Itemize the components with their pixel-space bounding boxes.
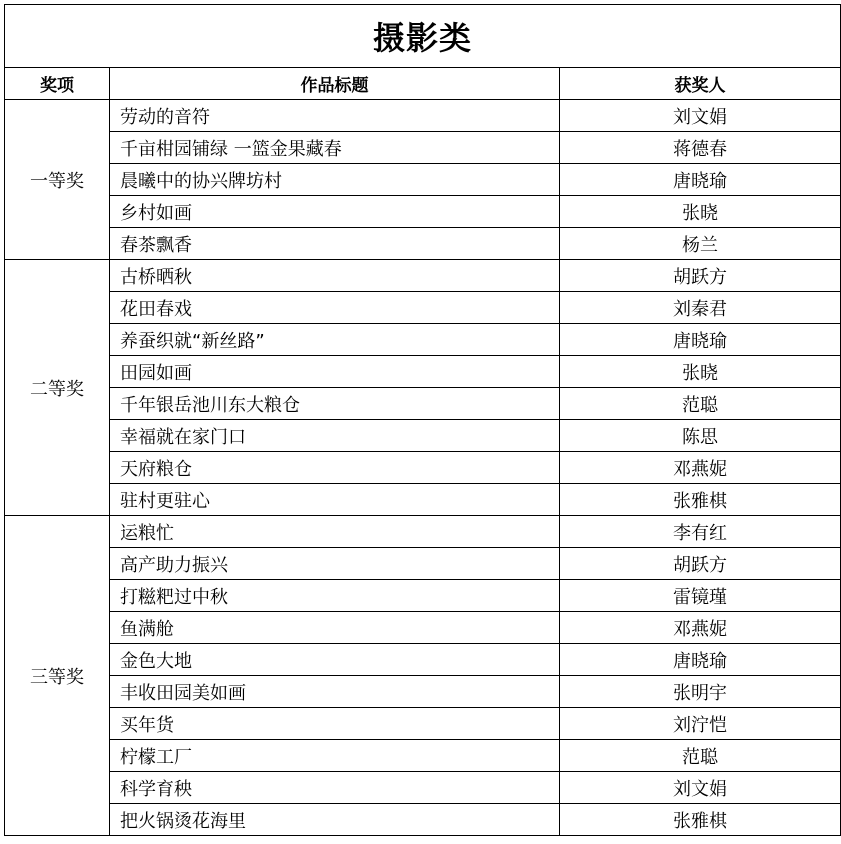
award-category-cell: 三等奖 (5, 516, 110, 836)
work-title-cell: 乡村如画 (110, 196, 560, 228)
winner-cell: 刘泞恺 (560, 708, 841, 740)
work-title-cell: 晨曦中的协兴牌坊村 (110, 164, 560, 196)
work-title-cell: 运粮忙 (110, 516, 560, 548)
table-row (5, 164, 841, 196)
work-title-cell: 柠檬工厂 (110, 740, 560, 772)
work-title-cell: 养蚕织就“新丝路” (110, 324, 560, 356)
work-title-cell: 驻村更驻心 (110, 484, 560, 516)
table-row (5, 324, 841, 356)
table-row (5, 356, 841, 388)
table-title: 摄影类 (5, 5, 841, 68)
winner-cell: 蒋德春 (560, 132, 841, 164)
table-row (5, 484, 841, 516)
table-row (5, 196, 841, 228)
work-title-cell: 田园如画 (110, 356, 560, 388)
winner-cell: 张雅棋 (560, 804, 841, 836)
table-row (5, 132, 841, 164)
header-award: 奖项 (5, 68, 110, 100)
table-row (5, 388, 841, 420)
header-row (5, 68, 841, 100)
work-title-cell: 科学育秧 (110, 772, 560, 804)
table-row (5, 292, 841, 324)
work-title-cell: 金色大地 (110, 644, 560, 676)
table-row (5, 644, 841, 676)
work-title-cell: 把火锅烫花海里 (110, 804, 560, 836)
winner-cell: 张晓 (560, 356, 841, 388)
table-row (5, 740, 841, 772)
winner-cell: 陈思 (560, 420, 841, 452)
table-row (5, 580, 841, 612)
award-category-cell: 二等奖 (5, 260, 110, 516)
winner-cell: 刘秦君 (560, 292, 841, 324)
winner-cell: 邓燕妮 (560, 452, 841, 484)
work-title-cell: 高产助力振兴 (110, 548, 560, 580)
work-title-cell: 春茶飘香 (110, 228, 560, 260)
winner-cell: 杨兰 (560, 228, 841, 260)
table-row (5, 804, 841, 836)
winner-cell: 张雅棋 (560, 484, 841, 516)
work-title-cell: 花田春戏 (110, 292, 560, 324)
table-row (5, 100, 841, 132)
winner-cell: 唐晓瑜 (560, 644, 841, 676)
table-row (5, 708, 841, 740)
table-row (5, 228, 841, 260)
work-title-cell: 千年银岳池川东大粮仓 (110, 388, 560, 420)
winner-cell: 胡跃方 (560, 548, 841, 580)
work-title-cell: 幸福就在家门口 (110, 420, 560, 452)
winner-cell: 唐晓瑜 (560, 324, 841, 356)
award-table-container (4, 4, 841, 836)
table-row (5, 676, 841, 708)
table-row (5, 260, 841, 292)
header-work-title: 作品标题 (110, 68, 560, 100)
table-row (5, 772, 841, 804)
winner-cell: 唐晓瑜 (560, 164, 841, 196)
winner-cell: 胡跃方 (560, 260, 841, 292)
work-title-cell: 鱼满舱 (110, 612, 560, 644)
work-title-cell: 古桥晒秋 (110, 260, 560, 292)
work-title-cell: 买年货 (110, 708, 560, 740)
winner-cell: 范聪 (560, 388, 841, 420)
winner-cell: 李有红 (560, 516, 841, 548)
winner-cell: 刘文娟 (560, 772, 841, 804)
award-category-cell: 一等奖 (5, 100, 110, 260)
winner-cell: 范聪 (560, 740, 841, 772)
work-title-cell: 千亩柑园铺绿 一篮金果藏春 (110, 132, 560, 164)
winner-cell: 张明宇 (560, 676, 841, 708)
winner-cell: 刘文娟 (560, 100, 841, 132)
work-title-cell: 天府粮仓 (110, 452, 560, 484)
header-winner: 获奖人 (560, 68, 841, 100)
award-table (4, 4, 841, 836)
work-title-cell: 打糍粑过中秋 (110, 580, 560, 612)
table-row (5, 420, 841, 452)
winner-cell: 雷镜瑾 (560, 580, 841, 612)
table-row (5, 452, 841, 484)
table-row (5, 612, 841, 644)
winner-cell: 张晓 (560, 196, 841, 228)
work-title-cell: 劳动的音符 (110, 100, 560, 132)
winner-cell: 邓燕妮 (560, 612, 841, 644)
table-row (5, 516, 841, 548)
table-row (5, 548, 841, 580)
work-title-cell: 丰收田园美如画 (110, 676, 560, 708)
